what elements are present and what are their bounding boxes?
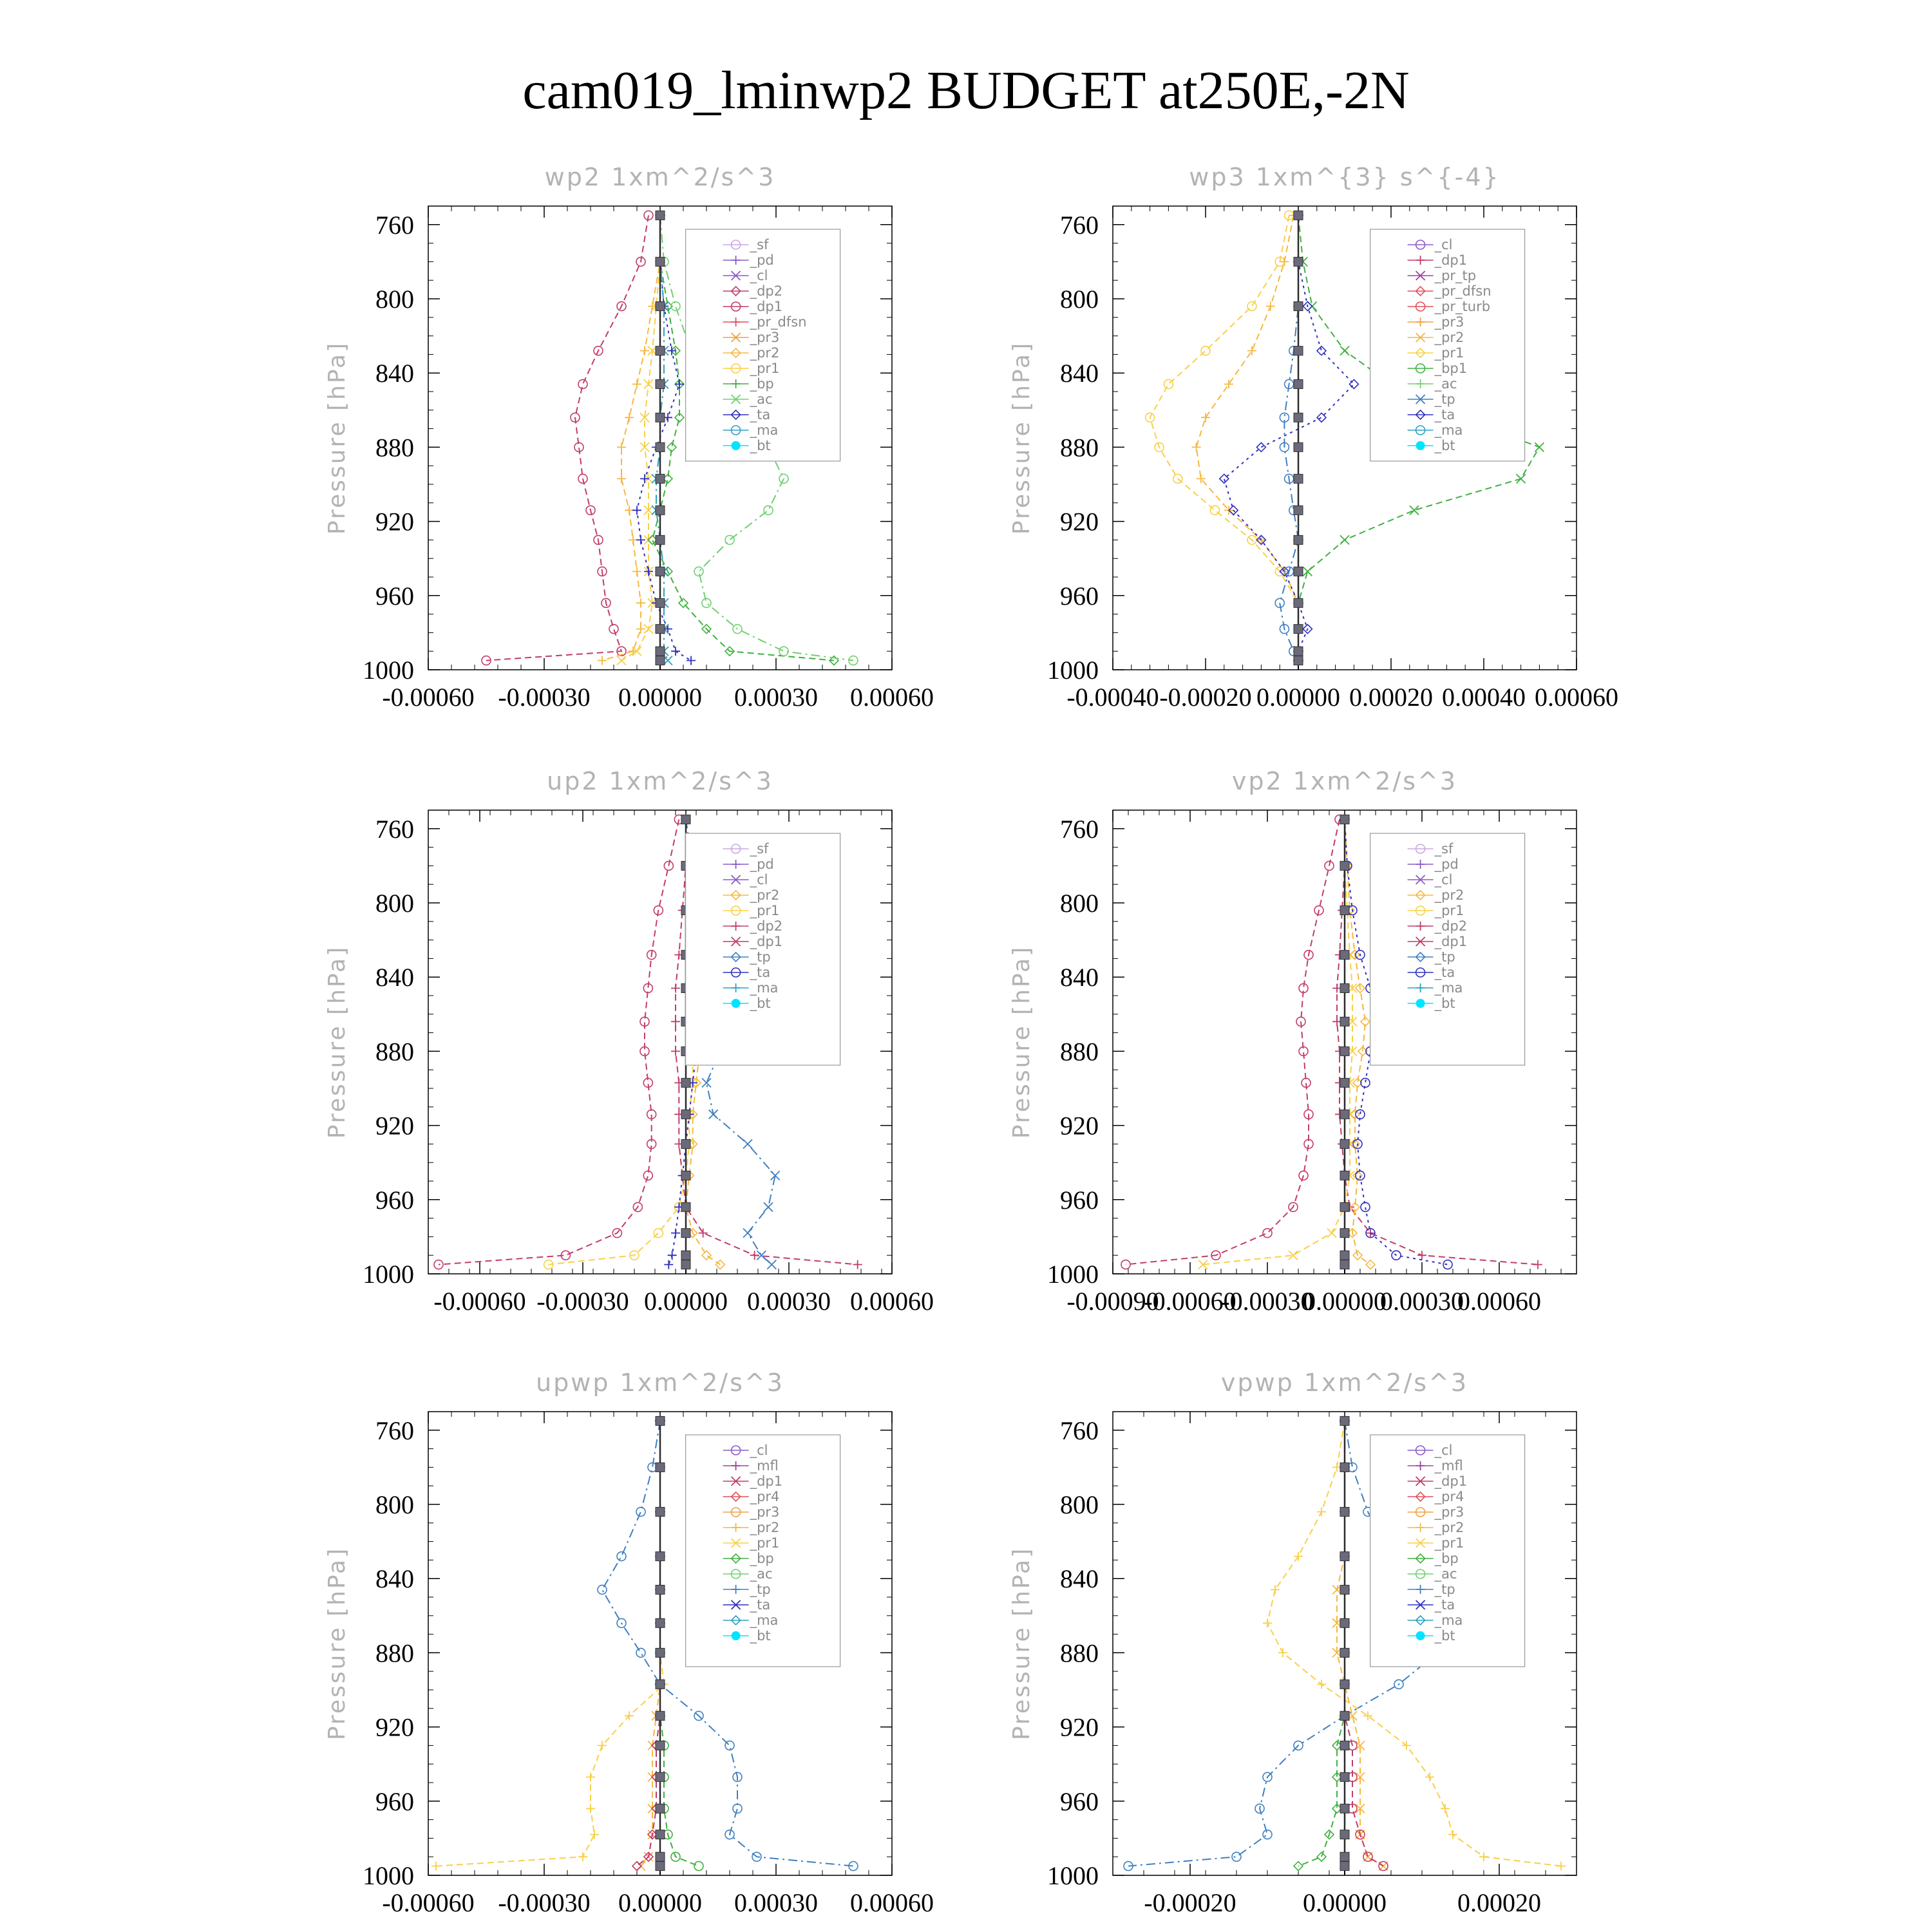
y-axis-label: Pressure [hPa] — [1009, 341, 1035, 535]
data-point — [656, 1680, 665, 1689]
legend-label: _bt — [1434, 1628, 1455, 1643]
x-tick-label: 0.00030 — [734, 683, 818, 712]
data-point — [1340, 815, 1349, 824]
data-point — [1294, 647, 1303, 656]
x-tick-label: 0.00030 — [747, 1287, 831, 1316]
data-point — [1340, 1852, 1349, 1861]
legend-label: _pr_turb — [1434, 299, 1491, 314]
data-point — [1340, 1741, 1349, 1750]
legend-label: _pr3 — [1434, 314, 1464, 330]
y-axis-label: Pressure [hPa] — [1009, 945, 1035, 1139]
y-axis-label: Pressure [hPa] — [324, 945, 350, 1139]
y-tick-label: 760 — [375, 814, 414, 844]
data-point — [656, 567, 665, 576]
data-point — [1294, 257, 1303, 266]
data-point — [681, 815, 690, 824]
legend-label: _ma — [1434, 980, 1463, 996]
legend-label: _bp1 — [1434, 361, 1468, 376]
data-point — [1294, 413, 1303, 422]
data-point — [656, 1741, 665, 1750]
y-tick-label: 880 — [1060, 1037, 1099, 1066]
legend-label: _bt — [750, 1628, 771, 1643]
x-tick-label: -0.00030 — [536, 1287, 629, 1316]
legend-label: _ta — [750, 407, 771, 422]
data-point — [656, 1711, 665, 1720]
panel-title: vp2 1xm^2/s^3 — [1231, 767, 1458, 795]
y-tick-label: 920 — [1060, 507, 1099, 536]
data-point — [656, 1804, 665, 1813]
x-tick-label: 0.00000 — [644, 1287, 728, 1316]
data-point — [656, 211, 665, 220]
y-tick-label: 880 — [1060, 433, 1099, 462]
legend-label: _ta — [1434, 965, 1455, 980]
x-tick-label: 0.00000 — [1303, 1287, 1387, 1316]
x-tick-label: -0.00060 — [382, 1888, 475, 1917]
x-tick-label: -0.00060 — [433, 1287, 526, 1316]
y-tick-label: 800 — [375, 1490, 414, 1519]
legend-label: _pr_tp — [1434, 268, 1477, 283]
legend-label: _pr1 — [1434, 903, 1464, 918]
legend-label: _tp — [1434, 949, 1455, 965]
y-tick-label: 1000 — [1047, 656, 1099, 685]
data-point — [656, 1416, 665, 1425]
x-tick-label: 0.00000 — [618, 683, 702, 712]
legend-marker — [732, 1631, 741, 1640]
legend-label: _bt — [1434, 438, 1455, 453]
data-point — [1340, 1416, 1349, 1425]
y-tick-label: 760 — [1060, 814, 1099, 844]
data-point — [1294, 625, 1303, 634]
legend-label: _cl — [750, 268, 768, 283]
y-tick-label: 960 — [375, 1185, 414, 1215]
x-tick-label: 0.00060 — [1457, 1287, 1541, 1316]
data-point — [681, 1260, 690, 1269]
y-tick-label: 840 — [375, 359, 414, 388]
legend-label: _pr3 — [1434, 1504, 1464, 1520]
legend-label: _ma — [750, 422, 779, 438]
y-tick-label: 880 — [375, 433, 414, 462]
legend-label: _ac — [1434, 376, 1457, 392]
data-point — [1340, 1078, 1349, 1087]
legend-label: _ac — [750, 392, 773, 407]
y-tick-label: 1000 — [363, 1861, 414, 1890]
legend-label: _sf — [750, 237, 769, 252]
data-point — [656, 1552, 665, 1561]
legend-label: _pr1 — [750, 903, 780, 918]
data-point — [656, 1585, 665, 1594]
x-tick-label: -0.00040 — [1066, 683, 1159, 712]
data-point — [1294, 442, 1303, 451]
x-tick-label: 0.00000 — [618, 1888, 702, 1917]
x-tick-label: 0.00060 — [850, 683, 934, 712]
data-point — [681, 1229, 690, 1238]
legend-label: _dp1 — [750, 1473, 783, 1489]
data-point — [656, 1618, 665, 1627]
x-tick-label: 0.00020 — [1457, 1888, 1541, 1917]
legend-label: _ta — [1434, 1597, 1455, 1613]
legend-label: _bt — [750, 996, 771, 1011]
y-tick-label: 760 — [375, 1416, 414, 1445]
panel-title: wp2 1xm^2/s^3 — [544, 163, 776, 191]
legend-marker — [1416, 441, 1425, 450]
legend-label: _dp2 — [750, 918, 783, 934]
legend-label: _tp — [1434, 1582, 1455, 1597]
data-point — [656, 506, 665, 515]
y-tick-label: 800 — [375, 285, 414, 314]
data-point — [1340, 1508, 1349, 1517]
y-axis-label: Pressure [hPa] — [324, 341, 350, 535]
data-point — [656, 1862, 665, 1871]
data-point — [1340, 1862, 1349, 1871]
legend-marker — [1416, 999, 1425, 1008]
data-point — [1294, 535, 1303, 544]
data-point — [1294, 506, 1303, 515]
data-point — [1340, 1229, 1349, 1238]
x-tick-label: 0.00020 — [1349, 683, 1433, 712]
data-point — [656, 1830, 665, 1839]
y-tick-label: 800 — [375, 889, 414, 918]
data-point — [656, 1852, 665, 1861]
data-point — [1340, 1711, 1349, 1720]
panel-title: wp3 1xm^{3} s^{-4} — [1189, 163, 1501, 191]
legend-label: _mfl — [750, 1458, 779, 1473]
y-tick-label: 1000 — [363, 656, 414, 685]
legend-label: _ma — [750, 1613, 779, 1628]
y-tick-label: 880 — [375, 1037, 414, 1066]
x-tick-label: 0.00030 — [734, 1888, 818, 1917]
y-tick-label: 800 — [1060, 889, 1099, 918]
legend-label: _dp2 — [750, 283, 783, 299]
legend-label: _cl — [750, 1443, 768, 1458]
data-point — [1340, 983, 1349, 992]
data-point — [1340, 951, 1349, 960]
legend-label: _ma — [1434, 1613, 1463, 1628]
legend-label: _tp — [1434, 392, 1455, 407]
data-point — [681, 1078, 690, 1087]
legend-label: _pr3 — [750, 1504, 780, 1520]
legend-label: _bp — [750, 376, 774, 392]
data-point — [656, 442, 665, 451]
y-tick-label: 800 — [1060, 1490, 1099, 1519]
data-point — [1340, 1260, 1349, 1269]
y-tick-label: 960 — [375, 581, 414, 611]
legend-label: _mfl — [1434, 1458, 1463, 1473]
y-tick-label: 1000 — [1047, 1260, 1099, 1289]
data-point — [656, 257, 665, 266]
legend-label: _pr4 — [1434, 1489, 1464, 1504]
legend-label: _pr_dfsn — [1434, 283, 1492, 299]
data-point — [1340, 1017, 1349, 1026]
x-tick-label: -0.00030 — [498, 1888, 591, 1917]
legend-label: _bt — [1434, 996, 1455, 1011]
figure-title: cam019_lminwp2 BUDGET at250E,-2N — [522, 61, 1410, 120]
legend-label: _pd — [1434, 857, 1459, 872]
data-point — [681, 1171, 690, 1180]
data-point — [1294, 567, 1303, 576]
data-point — [681, 1139, 690, 1148]
y-tick-label: 920 — [375, 1712, 414, 1742]
legend-label: _tp — [750, 949, 771, 965]
legend-label: _sf — [1434, 841, 1454, 857]
y-tick-label: 960 — [375, 1786, 414, 1816]
data-point — [1294, 474, 1303, 483]
y-tick-label: 800 — [1060, 285, 1099, 314]
legend-label: _ma — [750, 980, 779, 996]
legend-label: _dp1 — [750, 934, 783, 949]
y-tick-label: 840 — [1060, 1564, 1099, 1594]
data-point — [1340, 1830, 1349, 1839]
data-point — [1340, 1110, 1349, 1119]
y-tick-label: 760 — [375, 210, 414, 240]
data-point — [1340, 1552, 1349, 1561]
x-tick-label: 0.00040 — [1442, 683, 1526, 712]
data-point — [656, 1648, 665, 1657]
data-point — [656, 1772, 665, 1781]
data-point — [1340, 1202, 1349, 1211]
legend-label: _pr2 — [750, 1520, 780, 1535]
x-tick-label: 0.00030 — [1380, 1287, 1464, 1316]
legend-label: _ac — [750, 1566, 773, 1582]
x-tick-label: 0.00000 — [1256, 683, 1340, 712]
y-tick-label: 880 — [375, 1638, 414, 1668]
data-point — [656, 474, 665, 483]
x-tick-label: -0.00030 — [1221, 1287, 1314, 1316]
data-point — [1294, 346, 1303, 355]
legend-label: _pd — [750, 252, 774, 268]
data-point — [1294, 302, 1303, 311]
data-point — [656, 346, 665, 355]
panel-title: upwp 1xm^2/s^3 — [536, 1368, 784, 1397]
x-tick-label: -0.00030 — [498, 683, 591, 712]
data-point — [1340, 1171, 1349, 1180]
data-point — [1340, 1618, 1349, 1627]
legend-label: _dp1 — [750, 299, 783, 314]
y-tick-label: 840 — [1060, 963, 1099, 992]
legend-label: _cl — [1434, 1443, 1453, 1458]
x-tick-label: -0.00090 — [1066, 1287, 1159, 1316]
x-tick-label: -0.00060 — [382, 683, 475, 712]
data-point — [1340, 1648, 1349, 1657]
legend-label: _pr2 — [1434, 330, 1464, 345]
legend-label: _cl — [1434, 872, 1453, 887]
x-tick-label: -0.00060 — [1144, 1287, 1236, 1316]
legend-label: _pr1 — [750, 1535, 780, 1551]
legend-label: _ta — [750, 965, 771, 980]
legend-label: _dp1 — [1434, 934, 1468, 949]
y-tick-label: 920 — [375, 1111, 414, 1141]
y-axis-label: Pressure [hPa] — [324, 1546, 350, 1741]
data-point — [656, 1463, 665, 1472]
y-tick-label: 1000 — [1047, 1861, 1099, 1890]
y-tick-label: 920 — [375, 507, 414, 536]
data-point — [1340, 1463, 1349, 1472]
data-point — [656, 379, 665, 388]
legend-marker — [1416, 1631, 1425, 1640]
y-tick-label: 840 — [375, 1564, 414, 1594]
legend-label: _pr2 — [750, 345, 780, 361]
data-point — [1340, 1585, 1349, 1594]
data-point — [1294, 211, 1303, 220]
panel-title: up2 1xm^2/s^3 — [547, 767, 773, 795]
legend-label: _ac — [1434, 1566, 1457, 1582]
legend-label: _ta — [1434, 407, 1455, 422]
y-tick-label: 960 — [1060, 1786, 1099, 1816]
y-tick-label: 840 — [375, 963, 414, 992]
legend-label: _pr2 — [750, 887, 780, 903]
data-point — [1340, 1046, 1349, 1056]
data-point — [656, 535, 665, 544]
y-tick-label: 1000 — [363, 1260, 414, 1289]
x-tick-label: 0.00000 — [1303, 1888, 1387, 1917]
data-point — [656, 647, 665, 656]
data-point — [681, 1202, 690, 1211]
data-point — [656, 656, 665, 665]
data-point — [1294, 598, 1303, 607]
data-point — [1340, 1680, 1349, 1689]
legend-marker — [732, 999, 741, 1008]
x-tick-label: 0.00060 — [850, 1287, 934, 1316]
legend-label: _pr2 — [1434, 887, 1464, 903]
data-point — [1340, 1772, 1349, 1781]
legend-label: _dp2 — [1434, 918, 1468, 934]
legend-label: _pr1 — [750, 361, 780, 376]
legend-label: _cl — [750, 872, 768, 887]
data-point — [656, 598, 665, 607]
legend-label: _cl — [1434, 237, 1453, 252]
data-point — [1340, 1804, 1349, 1813]
legend-label: _pd — [750, 857, 774, 872]
x-tick-label: -0.00020 — [1144, 1888, 1236, 1917]
legend-label: _dp1 — [1434, 252, 1468, 268]
data-point — [656, 1508, 665, 1517]
legend-label: _bp — [1434, 1551, 1459, 1566]
data-point — [656, 302, 665, 311]
y-tick-label: 920 — [1060, 1111, 1099, 1141]
y-tick-label: 960 — [1060, 1185, 1099, 1215]
x-tick-label: 0.00060 — [1535, 683, 1618, 712]
data-point — [1294, 379, 1303, 388]
legend-label: _pr2 — [1434, 1520, 1464, 1535]
legend-label: _tp — [750, 1582, 771, 1597]
y-tick-label: 920 — [1060, 1712, 1099, 1742]
legend-marker — [732, 441, 741, 450]
data-point — [681, 1251, 690, 1260]
y-tick-label: 880 — [1060, 1638, 1099, 1668]
legend-label: _pr_dfsn — [750, 314, 807, 330]
legend-label: _dp1 — [1434, 1473, 1468, 1489]
legend-label: _ta — [750, 1597, 771, 1613]
y-tick-label: 960 — [1060, 581, 1099, 611]
legend-label: _bp — [750, 1551, 774, 1566]
legend-label: _ma — [1434, 422, 1463, 438]
y-tick-label: 840 — [1060, 359, 1099, 388]
x-tick-label: -0.00020 — [1159, 683, 1252, 712]
data-point — [681, 1110, 690, 1119]
data-point — [1340, 1139, 1349, 1148]
y-tick-label: 760 — [1060, 210, 1099, 240]
data-point — [656, 413, 665, 422]
panel-title: vpwp 1xm^2/s^3 — [1220, 1368, 1469, 1397]
data-point — [1340, 1251, 1349, 1260]
y-tick-label: 760 — [1060, 1416, 1099, 1445]
legend-label: _bt — [750, 438, 771, 453]
data-point — [1340, 861, 1349, 870]
y-axis-label: Pressure [hPa] — [1009, 1546, 1035, 1741]
x-tick-label: 0.00060 — [850, 1888, 934, 1917]
data-point — [1294, 656, 1303, 665]
data-point — [656, 625, 665, 634]
legend-label: _pr1 — [1434, 345, 1464, 361]
data-point — [1340, 906, 1349, 915]
legend-label: _pr1 — [1434, 1535, 1464, 1551]
legend-label: _pr3 — [750, 330, 780, 345]
legend-label: _pr4 — [750, 1489, 780, 1504]
legend-label: _sf — [750, 841, 769, 857]
